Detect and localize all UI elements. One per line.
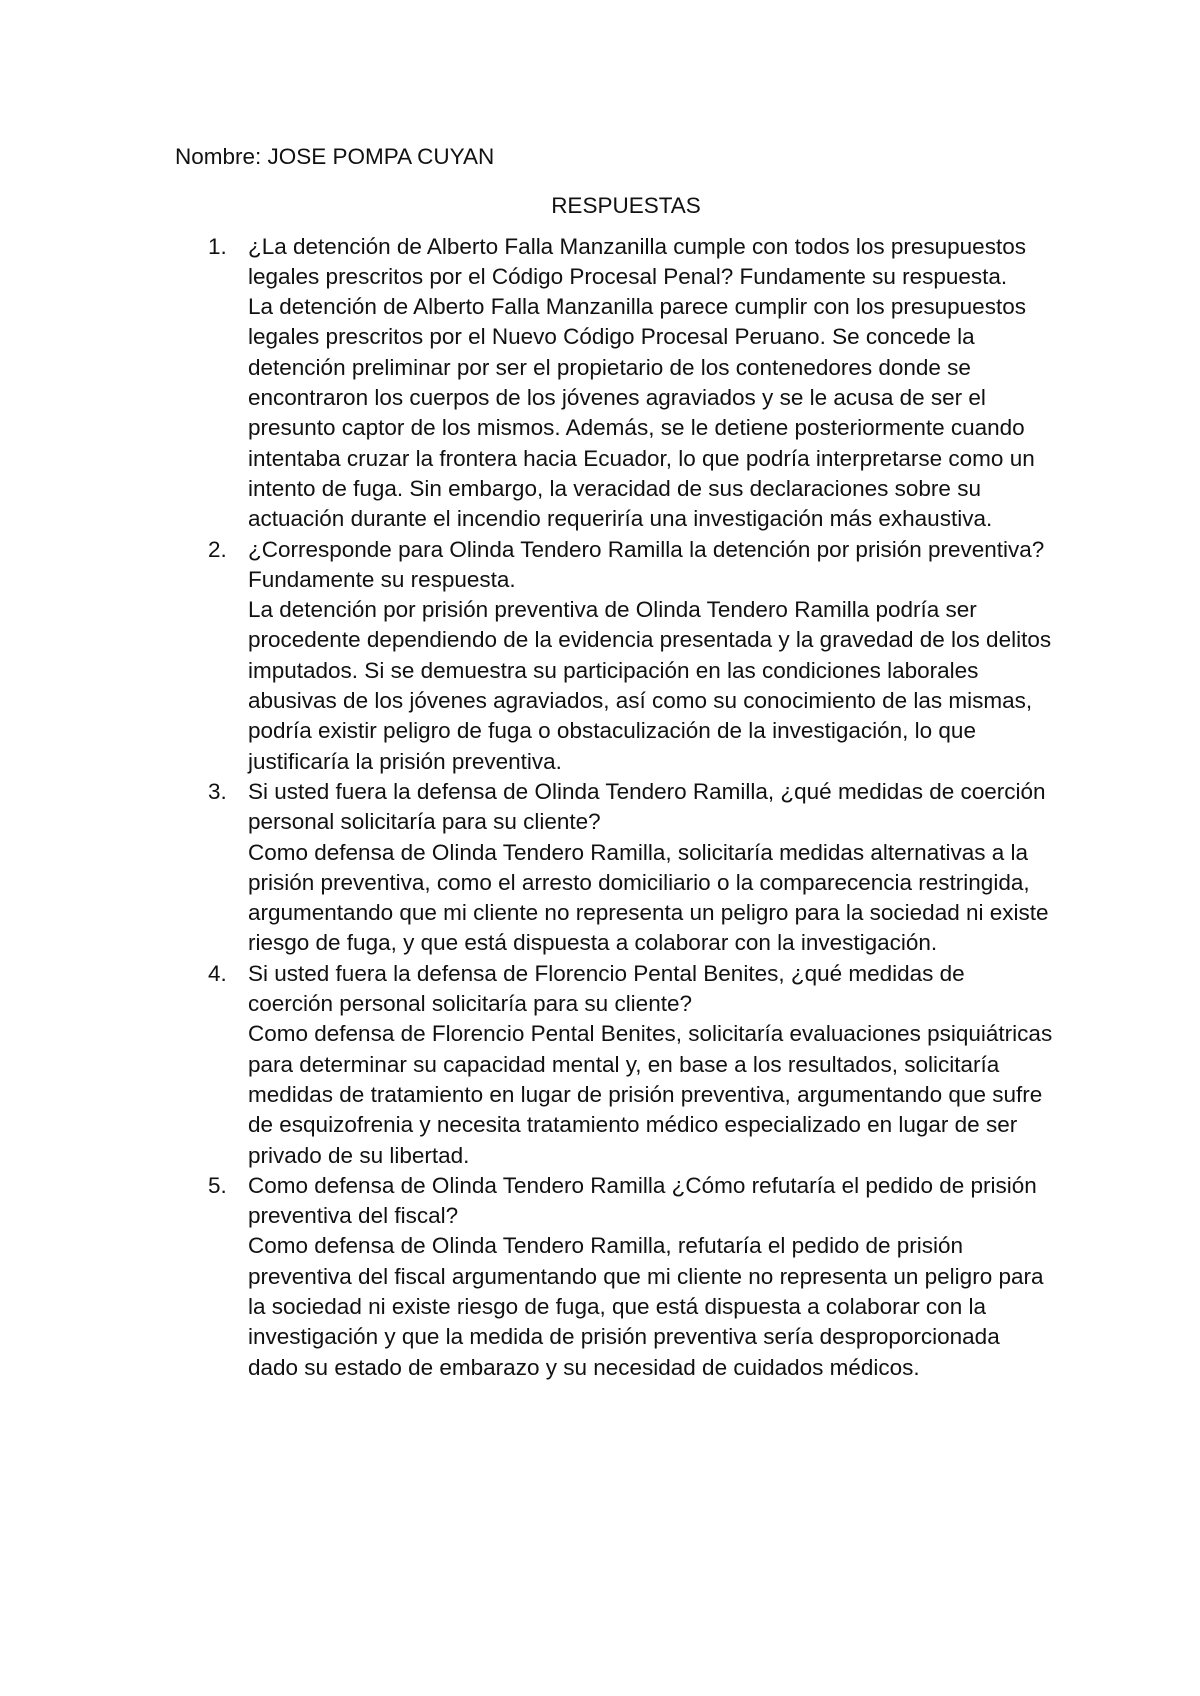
document-body [175, 142, 1055, 1383]
answer-text: Como defensa de Olinda Tendero Ramilla, refutaría el pedido de prisión preventiva del fiscal argumentando que mi cliente no representa un peligro para la sociedad ni existe riesgo de fuga, que está dispuesta a colaborar con la investigación y que la medida de prisión preventiva sería desproporcionada dado su estado de embarazo y su necesidad de cuidados médicos. [248, 1233, 1044, 1380]
item-number: 1. [208, 233, 227, 259]
item-number: 5. [208, 1172, 227, 1198]
item-text [248, 232, 1055, 535]
item-number: 4. [208, 960, 227, 986]
item-text [248, 535, 1055, 777]
question-text: ¿Corresponde para Olinda Tendero Ramilla la detención por prisión preventiva? Fundamente su respuesta. [248, 536, 1045, 592]
question-text: ¿La detención de Alberto Falla Manzanilla cumple con todos los presupuestos legales prescritos por el Código Procesal Penal? Fundamente su respuesta. [248, 233, 1026, 289]
answers-list [175, 232, 1055, 1383]
list-item [175, 777, 1055, 959]
question-text: Si usted fuera la defensa de Olinda Tendero Ramilla, ¿qué medidas de coerción personal solicitaría para su cliente? [248, 778, 1046, 835]
question-text: Si usted fuera la defensa de Florencio Pental Benites, ¿qué medidas de coerción personal solicitaría para su cliente? [248, 960, 965, 1017]
item-number: 3. [208, 778, 227, 804]
answer-text: Como defensa de Olinda Tendero Ramilla, solicitaría medidas alternativas a la prisión preventiva, como el arresto domiciliario o la comparecencia restringida, argumentando que mi cliente no representa un peligro para la sociedad ni existe riesgo de fuga, y que está dispuesta a colaborar con la investigación. [248, 839, 1049, 956]
list-item [175, 535, 1055, 777]
answer-text: Como defensa de Florencio Pental Benites, solicitaría evaluaciones psiquiátricas para determinar su capacidad mental y, en base a los resultados, solicitaría medidas de tratamiento en lugar de prisión preventiva, argumentando que sufre de esquizofrenia y necesita tratamiento médico especializado en lugar de ser privado de su libertad. [248, 1021, 1053, 1168]
list-item [175, 232, 1055, 535]
document-title: RESPUESTAS [551, 193, 701, 219]
item-number: 2. [208, 536, 227, 562]
item-text [248, 959, 1055, 1171]
question-text: Como defensa de Olinda Tendero Ramilla ¿Cómo refutaría el pedido de prisión preventiva del fiscal? [248, 1172, 1037, 1229]
list-item [175, 959, 1055, 1171]
student-name-line: Nombre: JOSE POMPA CUYAN [175, 144, 495, 169]
answer-text: La detención por prisión preventiva de Olinda Tendero Ramilla podría ser procedente dependiendo de la evidencia presentada y la gravedad de los delitos imputados. Si se demuestra su participación en las condiciones laborales abusivas de los jóvenes agraviados, así como su conocimiento de las mismas, podría existir peligro de fuga o obstaculización de la investigación, lo que justificaría la prisión preventiva. [248, 597, 1052, 774]
answer-text: La detención de Alberto Falla Manzanilla parece cumplir con los presupuestos legales prescritos por el Nuevo Código Procesal Peruano. Se concede la detención preliminar por ser el propietario de los contenedores donde se encontraron los cuerpos de los jóvenes agraviados y se le acusa de ser el presunto captor de los mismos. Además, se le detiene posteriormente cuando intentaba cruzar la frontera hacia Ecuador, lo que podría interpretarse como un intento de fuga. Sin embargo, la veracidad de sus declaraciones sobre su actuación durante el incendio requeriría una investigación más exhaustiva. [248, 294, 1035, 532]
item-text [248, 1171, 1055, 1383]
list-item [175, 1171, 1055, 1383]
item-text [248, 777, 1055, 959]
